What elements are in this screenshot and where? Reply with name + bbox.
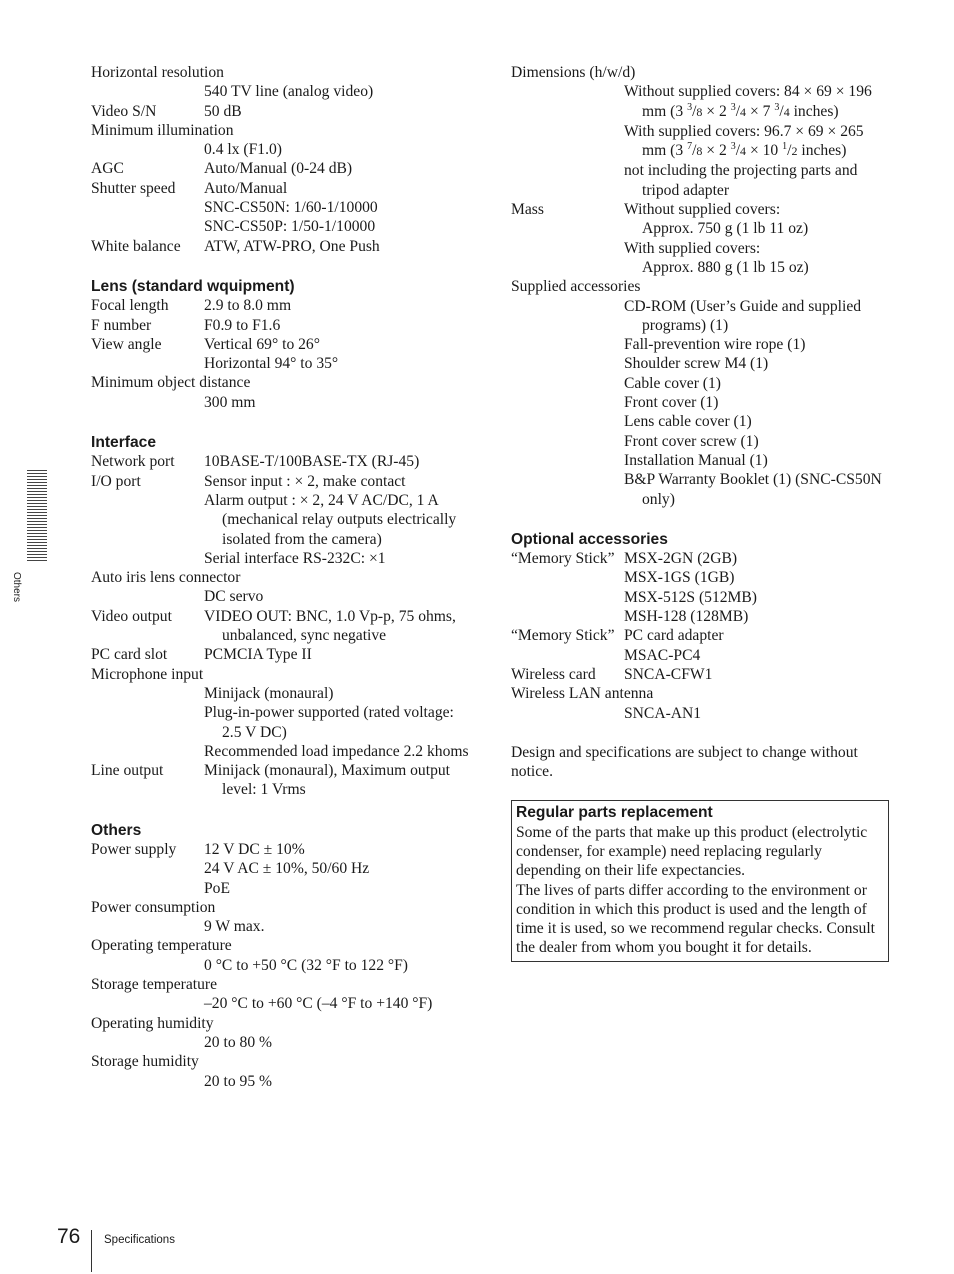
spec-value: Minijack (monaural), Maximum output level: 1 Vrms [204,762,450,799]
spec-row [91,975,471,1014]
accessory-item: Front cover screw (1) [624,432,759,450]
spec-value: PoE [204,879,230,897]
spec-value: 20 to 95 % [204,1072,273,1090]
spec-row [91,840,471,898]
spec-label: Dimensions (h/w/d) [511,64,636,81]
right-column [511,63,891,962]
others-spec-list [91,840,471,1091]
spec-value: 24 V AC ± 10%, 50/60 Hz [204,860,370,878]
spec-row [91,121,471,160]
spec-row [91,373,471,412]
accessory-item: B&P Warranty Booklet (1) (SNC-CS50N only) [624,471,882,508]
spec-row [91,761,471,800]
spec-label: “Memory Stick” [511,627,615,645]
accessory-item: Lens cable cover (1) [624,413,752,431]
spec-value: SNC-CS50P: 1/50-1/10000 [204,218,376,236]
spec-label: Network port [91,453,175,471]
parts-replacement-box [511,800,889,961]
spec-label: Storage temperature [91,976,217,994]
spec-value: Auto/Manual [204,179,288,197]
spec-value: ATW, ATW-PRO, One Push [204,237,380,255]
spec-value: 50 dB [204,102,242,120]
spec-label: Line output [91,762,164,780]
spec-row [511,277,891,509]
spec-value: Serial interface RS-232C: ×1 [204,549,386,567]
spec-value: 0.4 lx (F1.0) [204,141,282,159]
spec-value: MSX-512S (512MB) [624,588,757,606]
spec-label: F number [91,316,152,334]
spec-row [91,316,471,335]
accessory-item: Fall-prevention wire rope (1) [624,336,806,354]
spec-label: Operating humidity [91,1014,214,1032]
spec-row [91,898,471,937]
spec-value: 9 W max. [204,918,265,936]
spec-value: 12 V DC ± 10% [204,840,305,858]
interface-section-title: Interface [91,434,157,452]
spec-row [91,452,471,471]
spec-label: I/O port [91,472,141,490]
spec-value: MSAC-PC4 [624,646,701,664]
spec-value: Vertical 69° to 26° [204,335,320,353]
footer-section-label: Specifications [104,1234,175,1246]
spec-value: MSX-1GS (1GB) [624,569,735,587]
accessory-item: Front cover (1) [624,394,719,412]
spec-label: “Memory Stick” [511,550,615,568]
spec-row [91,665,471,761]
spec-value: SNCA-AN1 [624,704,702,722]
spec-row [91,645,471,664]
spec-row [511,549,891,626]
spec-value: MSX-2GN (2GB) [624,550,738,568]
optional-accessories-list [511,549,891,723]
spec-value: MSH-128 (128MB) [624,608,749,626]
spec-value: Sensor input : × 2, make contact [204,472,406,490]
dimensions-with-covers: With supplied covers: 96.7 × 69 × 265 mm (3 $^7$/8 × 2 $^3$/4 × 10 $^1$/2 inches) [624,122,864,160]
spec-value: Plug-in-power supported (rated voltage: 2.5 V DC) [204,704,454,741]
lens-section-title: Lens (standard wquipment) [91,277,295,295]
dimensions-note: not including the projecting parts and tripod adapter [624,162,858,199]
spec-row [91,63,471,102]
spec-value: Recommended load impedance 2.2 khoms [204,742,469,760]
spec-row [91,936,471,975]
spec-value: –20 °C to +60 °C (–4 °F to +140 °F) [204,995,433,1013]
spec-value: Alarm output : × 2, 24 V AC/DC, 1 A (mechanical relay outputs electrically isolated from the camera) [204,491,457,548]
spec-label: AGC [91,160,124,178]
spec-value: PCMCIA Type II [204,646,312,664]
spec-value: 0 °C to +50 °C (32 °F to 122 °F) [204,956,408,974]
spec-row [91,607,471,646]
spec-label: Wireless LAN antenna [511,685,654,703]
spec-value: VIDEO OUT: BNC, 1.0 Vp-p, 75 ohms, unbalanced, sync negative [204,607,456,645]
accessory-item: Installation Manual (1) [624,451,768,469]
spec-label: Operating temperature [91,937,232,955]
spec-label: Minimum object distance [91,374,251,392]
spec-value: Approx. 880 g (1 lb 15 oz) [642,258,809,276]
section-tab-label: Others [11,572,22,603]
spec-value: Horizontal 94° to 35° [204,355,339,373]
accessory-item: Cable cover (1) [624,374,721,392]
spec-label: View angle [91,335,162,353]
dimensions-without-covers: Without supplied covers: 84 × 69 × 196 mm (3 $^3$/8 × 2 $^3$/4 × 7 $^3$/4 inches) [624,83,872,120]
accessory-item: Shoulder screw M4 (1) [624,355,769,373]
interface-spec-list [91,452,471,799]
spec-value: F0.9 to F1.6 [204,316,281,334]
spec-row [91,335,471,374]
spec-row [91,568,471,607]
general-spec-list [91,63,471,256]
spec-row [91,296,471,315]
spec-value: With supplied covers: [624,239,761,257]
change-notice: Design and specifications are subject to change without notice. [511,743,858,781]
dimensions-row [511,63,891,200]
spec-value: Approx. 750 g (1 lb 11 oz) [642,220,809,238]
spec-row [511,684,891,723]
spec-value: DC servo [204,588,264,606]
spec-row [91,179,471,237]
section-tab-marker [27,470,47,562]
spec-value: 300 mm [204,393,256,411]
spec-label: Focal length [91,297,169,315]
spec-label: Mass [511,201,544,219]
spec-label: Power consumption [91,898,216,916]
supplied-accessories [511,277,891,509]
spec-label: Microphone input [91,665,204,683]
box-paragraph-1: Some of the parts that make up this product (electrolytic condenser, for example) need replacing regularly depending on their life expectancies. [516,823,868,880]
spec-label: Auto iris lens connector [91,569,241,587]
spec-label: Shutter speed [91,179,176,197]
spec-value: 540 TV line (analog video) [204,83,374,101]
spec-row [91,102,471,121]
spec-row [91,1052,471,1091]
spec-row [91,159,471,178]
spec-label: Wireless card [511,665,596,683]
spec-label: Storage humidity [91,1053,199,1071]
spec-value: SNC-CS50N: 1/60-1/10000 [204,199,378,217]
accessory-item: CD-ROM (User’s Guide and supplied programs) (1) [624,297,862,334]
optional-section-title: Optional accessories [511,530,668,548]
spec-value: Minijack (monaural) [204,684,334,702]
left-column [91,63,471,1091]
spec-label: Power supply [91,840,177,858]
spec-label: Video S/N [91,102,157,120]
spec-row [511,665,891,684]
spec-row [91,472,471,568]
spec-value: PC card adapter [624,627,724,645]
spec-value: Without supplied covers: [624,201,781,219]
spec-label: Minimum illumination [91,121,234,139]
spec-value: 20 to 80 % [204,1033,273,1051]
spec-value: 2.9 to 8.0 mm [204,297,292,315]
spec-row [91,237,471,256]
footer-divider [91,1230,92,1272]
spec-value: SNCA-CFW1 [624,665,713,683]
spec-value: 10BASE-T/100BASE-TX (RJ-45) [204,453,420,471]
box-paragraph-2: The lives of parts differ according to the environment or condition in which this product is used and the length of time it is used, so we recommend regular checks. Consult the dealer from whom you bought it for details. [516,881,876,957]
spec-label: Supplied accessories [511,278,641,296]
others-section-title: Others [91,821,142,839]
box-title: Regular parts replacement [516,804,713,822]
spec-label: Horizontal resolution [91,64,224,81]
page-number: 76 [57,1225,81,1248]
spec-label: Video output [91,607,172,625]
spec-label: PC card slot [91,646,168,664]
spec-row [91,1014,471,1053]
spec-label: White balance [91,237,181,255]
spec-value: Auto/Manual (0-24 dB) [204,160,353,178]
lens-spec-list [91,296,471,412]
spec-row [511,626,891,665]
mass-row [511,200,891,277]
